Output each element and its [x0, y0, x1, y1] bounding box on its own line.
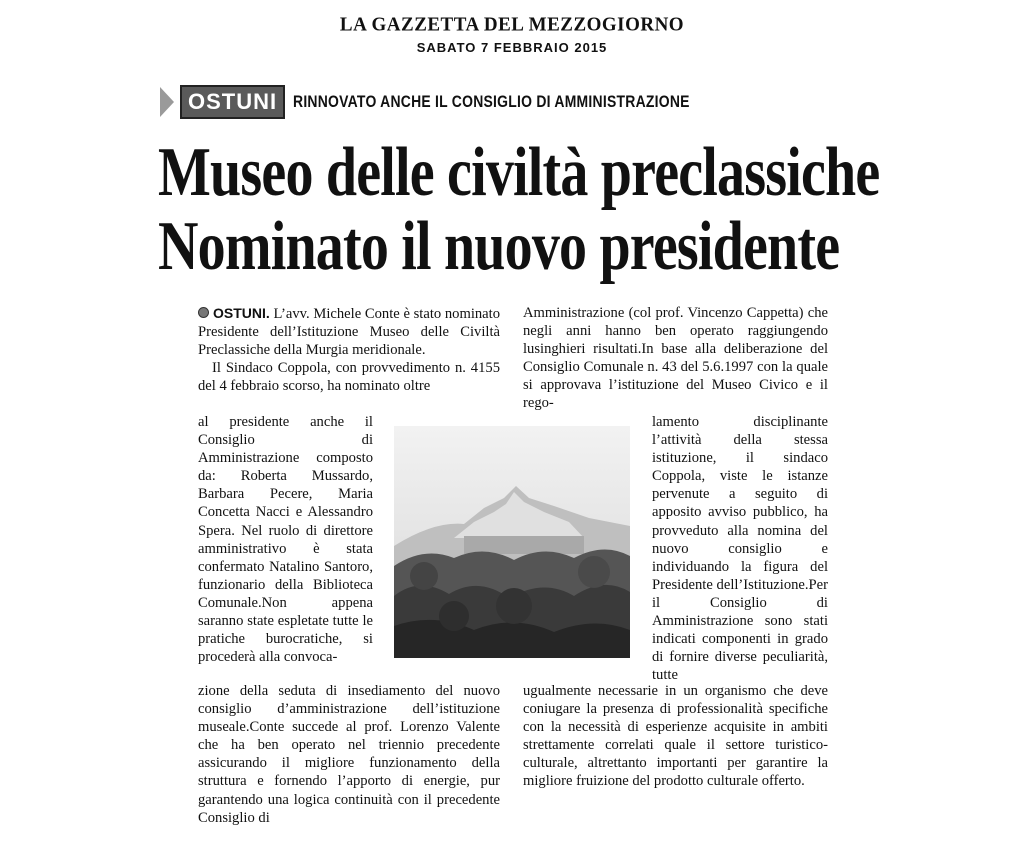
newspaper-masthead: LA GAZZETTA DEL MEZZOGIORNO [339, 13, 685, 36]
lead-place: OSTUNI. [213, 305, 270, 321]
bullet-icon [198, 307, 209, 318]
overline: RINNOVATO ANCHE IL CONSIGLIO DI AMMINISTRAZIONE [293, 92, 690, 111]
article-column-right-bottom: ugualmente necessarie in un organismo che deve coniugare la presenza di professionalità specifiche con la necessità di esperienze acquisite in ambiti strettamente correlati quale il settore turistico-culturale, altrettanto importanti per garantire la migliore fruizione del prodotto culturale offerto. [523, 683, 828, 790]
article-paragraph: Il Sindaco Coppola, con provvedimento n. 4155 del 4 febbraio scorso, ha nominato oltre [198, 360, 500, 395]
lead-text: L’avv. Michele Conte è stato nominato Presidente dell’Istituzione Museo delle Civiltà Preclassiche della Murgia meridionale. [198, 306, 500, 359]
kicker-row [160, 86, 777, 118]
article-photo [394, 426, 630, 658]
headline-line-1: Museo delle civiltà preclassiche [158, 134, 880, 211]
article-column-left-bottom: zione della seduta di insediamento del nuovo consiglio d’amministrazione dell’istituzione museale.Conte succede al prof. Lorenzo Valente che ha ben operato nel triennio precedente assicurando il migliore funzionamento della struttura e fornendo l’apporto di energie, pur garantendo una logica continuità con il precedente Consiglio di [198, 683, 500, 826]
article-column-right-mid: lamento disciplinante l’attività della stessa istituzione, il sindaco Coppola, viste le istanze pervenute a seguito di apposito avviso pubblico, ha provveduto alla nomina del nuovo consiglio e individuando la figura del Presidente dell’Istituzione.Per il Consiglio di Amministrazione sono stati indicati componenti in grado di fornire diverse peculiarità, tutte [652, 414, 828, 684]
issue-date: SABATO 7 FEBBRAIO 2015 [416, 40, 608, 55]
triangle-arrow-icon [160, 87, 174, 117]
headline-line-2: Nominato il nuovo presidente [158, 208, 840, 285]
article-lead-paragraph [198, 304, 500, 359]
section-tag: OSTUNI [180, 85, 285, 119]
article-column-right-top: Amministrazione (col prof. Vincenzo Cappetta) che negli anni hanno ben operato raggiungendo lusinghieri risultati.In base alla deliberazione del Consiglio Comunale n. 43 del 5.6.1997 con la quale si approvava l’istituzione del Museo Civico e il rego- [523, 305, 828, 412]
article-column-left-mid: al presidente anche il Consiglio di Amministrazione composto da: Roberta Mussardo, Barbara Pecere, Maria Concetta Nacci e Alessandro Spera. Nel ruolo di direttore amministrativo è stata confermato Natalino Santoro, funzionario della Biblioteca Comunale.Non appena saranno state espletate tutte le pratiche burocratiche, si procederà alla convoca- [198, 414, 373, 666]
article-column-left-top [198, 304, 500, 395]
town-landscape-image [394, 426, 630, 658]
